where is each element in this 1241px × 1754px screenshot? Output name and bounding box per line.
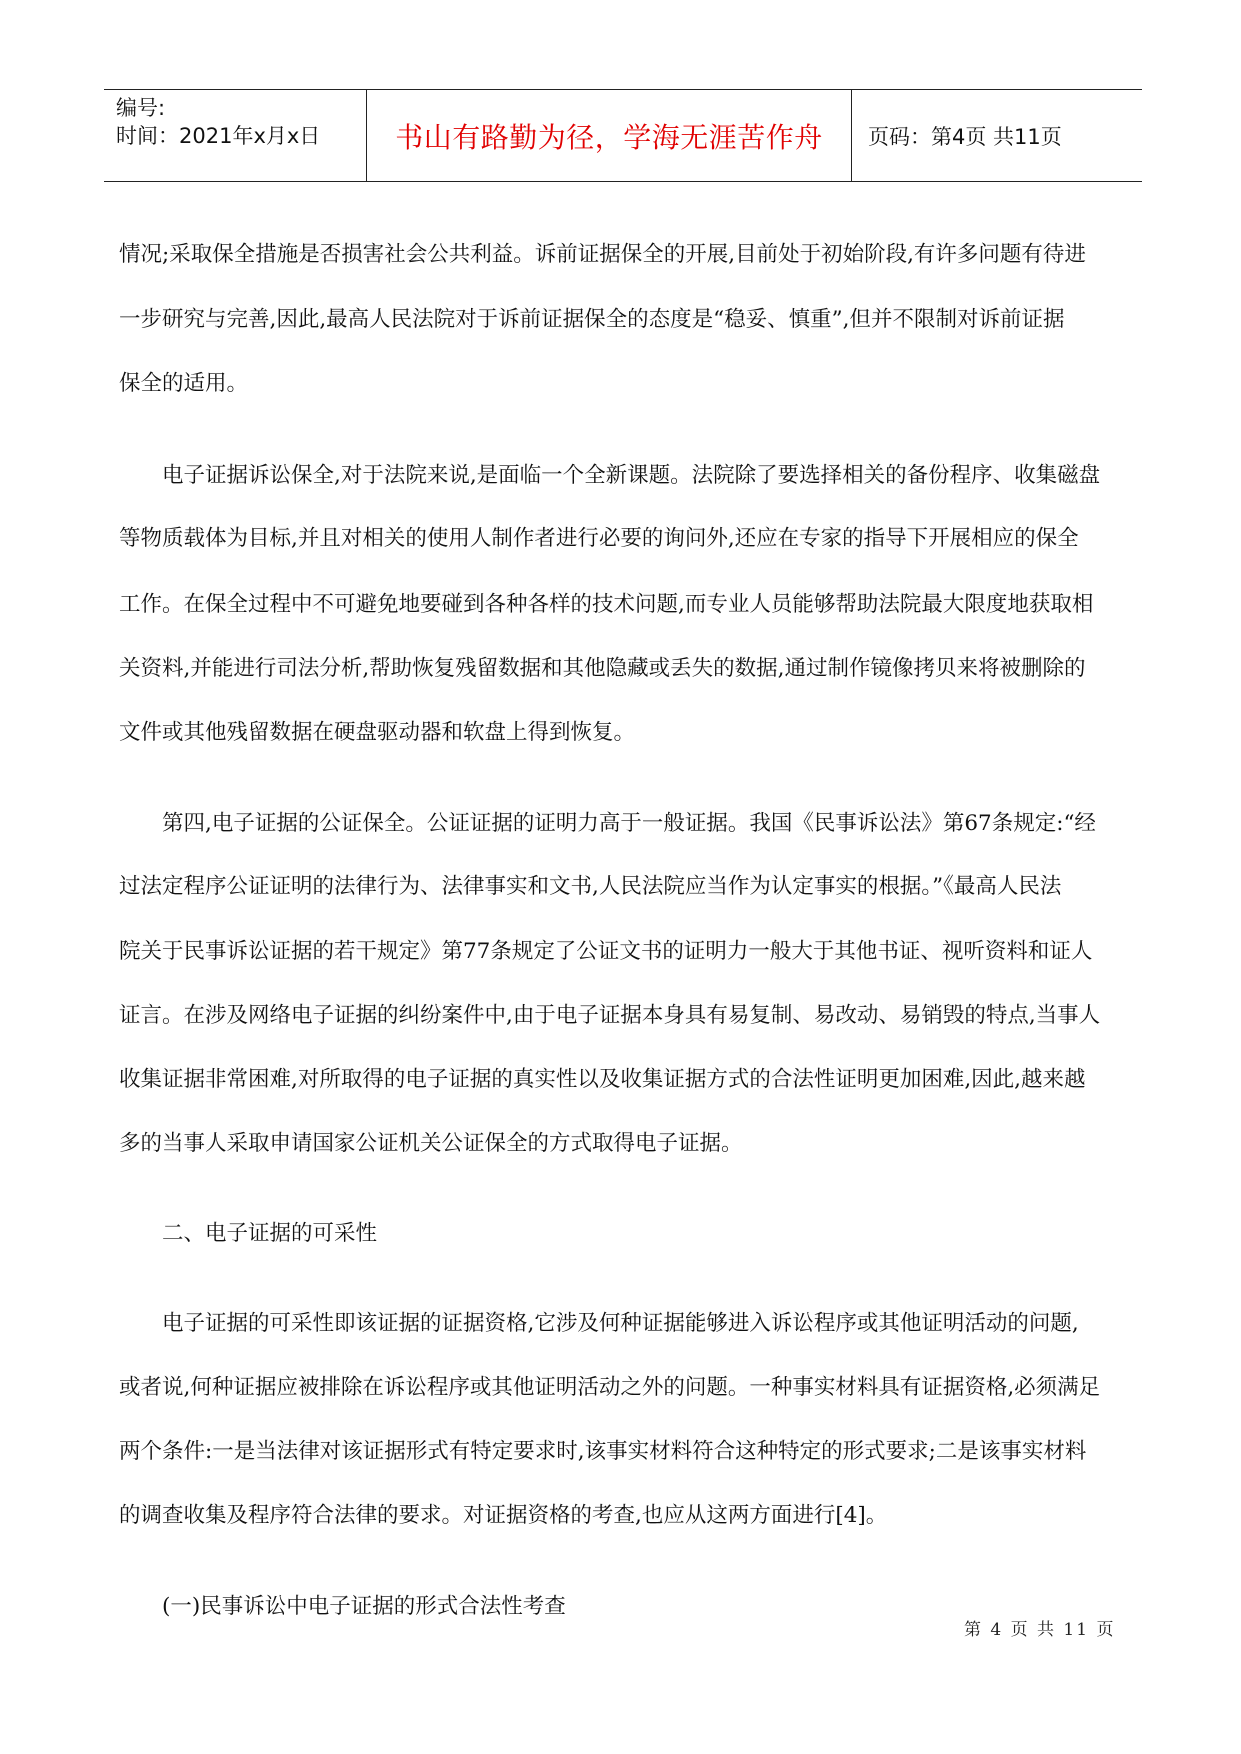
- paragraph-start-line: 第四,电子证据的公证保全。公证证据的证明力高于一般证据。我国《民事诉讼法》第67条规定:“经: [162, 811, 1096, 836]
- body-line: 情况;采取保全措施是否损害社会公共利益。诉前证据保全的开展,目前处于初始阶段,有许多问题有待进: [119, 242, 1086, 267]
- body-line: 等物质载体为目标,并且对相关的使用人制作者进行必要的询问外,还应在专家的指导下开展相应的保全: [119, 526, 1079, 551]
- paragraph-start-line: 电子证据诉讼保全,对于法院来说,是面临一个全新课题。法院除了要选择相关的备份程序、收集磁盘: [162, 463, 1101, 488]
- body-line: 多的当事人采取申请国家公证机关公证保全的方式取得电子证据。: [119, 1131, 743, 1156]
- body-line: 文件或其他残留数据在硬盘驱动器和软盘上得到恢复。: [119, 720, 636, 745]
- header-info-cell: [104, 90, 366, 181]
- page-info: 页码：第4页 共11页: [868, 124, 1062, 149]
- page-footer: 第 4 页 共 11 页: [964, 1620, 1116, 1640]
- body-line: 一步研究与完善,因此,最高人民法院对于诉前证据保全的态度是“稳妥、慎重”,但并不限制对诉前证据: [119, 307, 1065, 332]
- body-line: 院关于民事诉讼证据的若干规定》第77条规定了公证文书的证明力一般大于其他书证、视听资料和证人: [119, 939, 1093, 964]
- paragraph-start-line: 电子证据的可采性即该证据的证据资格,它涉及何种证据能够进入诉讼程序或其他证明活动的问题,: [162, 1311, 1079, 1336]
- body-line: 关资料,并能进行司法分析,帮助恢复残留数据和其他隐藏或丢失的数据,通过制作镜像拷贝来将被删除的: [119, 656, 1086, 681]
- body-line: 收集证据非常困难,对所取得的电子证据的真实性以及收集证据方式的合法性证明更加困难,因此,越来越: [119, 1067, 1086, 1092]
- header-page-cell: [852, 90, 1142, 181]
- section-heading: 二、电子证据的可采性: [162, 1221, 378, 1246]
- body-line: 证言。在涉及网络电子证据的纠纷案件中,由于电子证据本身具有易复制、易改动、易销毁的特点,当事人: [119, 1003, 1101, 1028]
- body-line: 保全的适用。: [119, 371, 249, 396]
- body-line: 过法定程序公证证明的法律行为、法律事实和文书,人民法院应当作为认定事实的根据。”《最高人民法: [119, 874, 1062, 899]
- body-line: 工作。在保全过程中不可避免地要碰到各种各样的技术问题,而专业人员能够帮助法院最大限度地获取相: [119, 592, 1094, 617]
- number-label: 编号:: [116, 96, 166, 120]
- header-motto-cell: [366, 90, 852, 181]
- motto-text: 书山有路勤为径，学海无涯苦作舟: [395, 120, 823, 154]
- time-label: 时间：2021年x月x日: [116, 124, 321, 148]
- subsection-heading: (一)民事诉讼中电子证据的形式合法性考查: [162, 1594, 566, 1619]
- body-line: 两个条件:一是当法律对该证据形式有特定要求时,该事实材料符合这种特定的形式要求;二是该事实材料: [119, 1439, 1087, 1464]
- body-line: 或者说,何种证据应被排除在诉讼程序或其他证明活动之外的问题。一种事实材料具有证据资格,必须满足: [119, 1375, 1101, 1400]
- body-line: 的调查收集及程序符合法律的要求。对证据资格的考查,也应从这两方面进行[4]。: [119, 1503, 888, 1528]
- page-header: [104, 89, 1142, 182]
